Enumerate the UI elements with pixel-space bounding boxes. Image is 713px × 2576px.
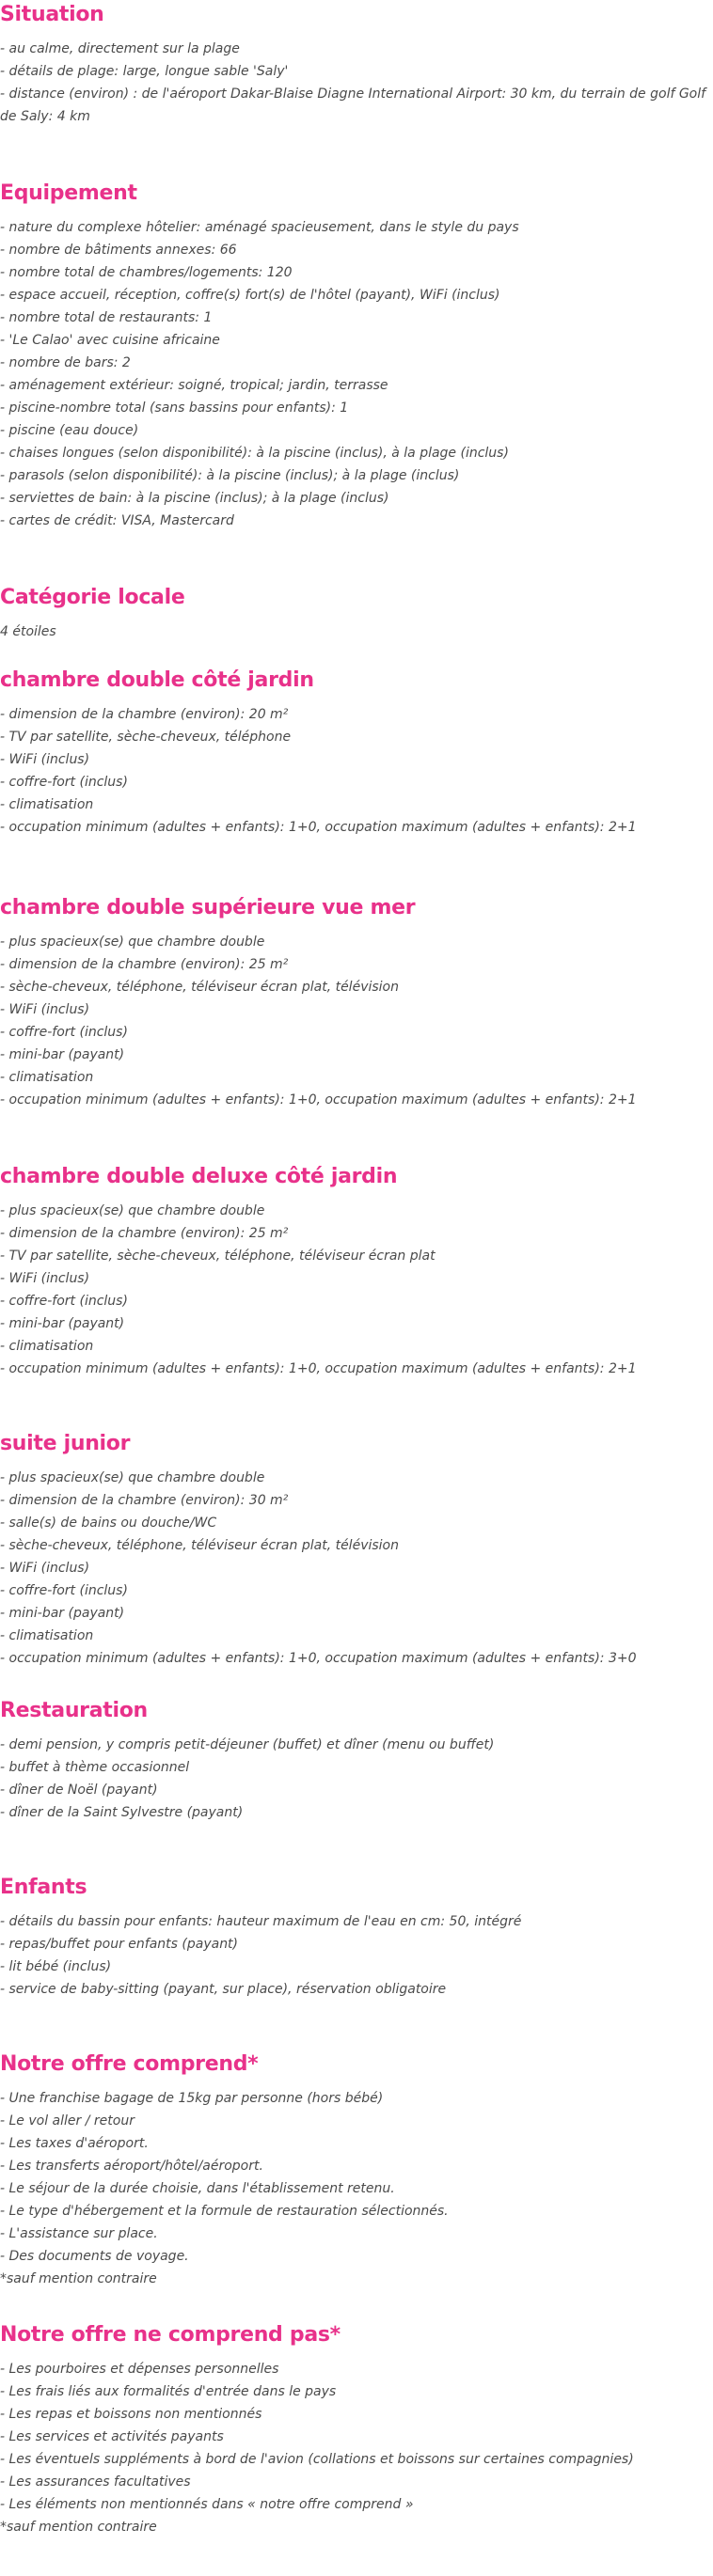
list-item: - Les transferts aéroport/hôtel/aéroport. bbox=[0, 2159, 263, 2174]
section-title: Restauration bbox=[0, 1699, 148, 1722]
list-item: - demi pension, y compris petit-déjeuner (buffet) et dîner (menu ou buffet) bbox=[0, 1737, 495, 1752]
section-title: chambre double supérieure vue mer bbox=[0, 896, 416, 919]
section-list bbox=[0, 38, 713, 128]
section-title: suite junior bbox=[0, 1432, 131, 1455]
list-item: - Une franchise bagage de 15kg par personne (hors bébé) bbox=[0, 2091, 384, 2106]
list-item: - L'assistance sur place. bbox=[0, 2226, 158, 2241]
list-item: - climatisation bbox=[0, 1070, 94, 1085]
list-item: - sèche-cheveux, téléphone, téléviseur écran plat, télévision bbox=[0, 1538, 399, 1553]
section-list bbox=[0, 1200, 713, 1380]
list-item: - dimension de la chambre (environ): 25 m² bbox=[0, 957, 289, 972]
list-item: - 'Le Calao' avec cuisine africaine bbox=[0, 333, 220, 348]
list-item: - détails de plage: large, longue sable 'Saly' bbox=[0, 64, 289, 79]
section-list bbox=[0, 1910, 713, 2001]
list-item: - Les éléments non mentionnés dans « notre offre comprend » bbox=[0, 2497, 414, 2512]
list-item: - nombre total de chambres/logements: 120 bbox=[0, 265, 293, 280]
list-item: - Les frais liés aux formalités d'entrée dans le pays bbox=[0, 2384, 337, 2399]
list-item: - dimension de la chambre (environ): 25 m² bbox=[0, 1226, 289, 1241]
list-item: - aménagement extérieur: soigné, tropical; jardin, terrasse bbox=[0, 378, 388, 393]
list-item: - climatisation bbox=[0, 1628, 94, 1643]
list-item: - coffre-fort (inclus) bbox=[0, 1294, 128, 1309]
list-item: - Les assurances facultatives bbox=[0, 2474, 191, 2490]
section-list bbox=[0, 1467, 713, 1670]
list-item: - serviettes de bain: à la piscine (inclus); à la plage (inclus) bbox=[0, 491, 389, 506]
list-item: - repas/buffet pour enfants (payant) bbox=[0, 1937, 239, 1952]
list-item: - coffre-fort (inclus) bbox=[0, 775, 128, 790]
section-2 bbox=[0, 583, 713, 643]
list-item: - Le séjour de la durée choisie, dans l'établissement retenu. bbox=[0, 2181, 395, 2196]
list-item: - WiFi (inclus) bbox=[0, 1002, 90, 1017]
section-8 bbox=[0, 1873, 713, 2001]
list-item: - coffre-fort (inclus) bbox=[0, 1583, 128, 1598]
list-item: - parasols (selon disponibilité): à la piscine (inclus); à la plage (inclus) bbox=[0, 468, 460, 483]
list-item: - coffre-fort (inclus) bbox=[0, 1025, 128, 1040]
section-title: Notre offre ne comprend pas* bbox=[0, 2323, 341, 2347]
list-item: - Le type d'hébergement et la formule de restauration sélectionnés. bbox=[0, 2204, 449, 2219]
section-6 bbox=[0, 1429, 713, 1670]
section-9 bbox=[0, 2050, 713, 2290]
section-4 bbox=[0, 893, 713, 1111]
list-item: - occupation minimum (adultes + enfants): 1+0, occupation maximum (adultes + enfants): 2+1 bbox=[0, 1092, 637, 1107]
list-item: - climatisation bbox=[0, 797, 94, 812]
list-item: - dîner de Noël (payant) bbox=[0, 1783, 158, 1798]
list-item: - chaises longues (selon disponibilité): à la piscine (inclus), à la plage (inclus) bbox=[0, 446, 509, 461]
list-item: - nombre de bars: 2 bbox=[0, 355, 131, 370]
list-item: - lit bébé (inclus) bbox=[0, 1959, 112, 1974]
section-title: Notre offre comprend* bbox=[0, 2052, 259, 2076]
section-list bbox=[0, 620, 713, 643]
list-item: - au calme, directement sur la plage bbox=[0, 41, 240, 56]
section-list bbox=[0, 2087, 713, 2290]
section-title: chambre double deluxe côté jardin bbox=[0, 1165, 398, 1188]
section-3 bbox=[0, 666, 713, 839]
list-item: - plus spacieux(se) que chambre double bbox=[0, 1203, 265, 1218]
list-item: - occupation minimum (adultes + enfants): 1+0, occupation maximum (adultes + enfants): 3+0 bbox=[0, 1651, 637, 1666]
list-item: - sèche-cheveux, téléphone, téléviseur écran plat, télévision bbox=[0, 980, 399, 995]
section-5 bbox=[0, 1162, 713, 1380]
section-title: Equipement bbox=[0, 181, 137, 205]
list-item: - occupation minimum (adultes + enfants): 1+0, occupation maximum (adultes + enfants): 2+1 bbox=[0, 820, 637, 835]
section-list bbox=[0, 703, 713, 839]
list-item: - Les repas et boissons non mentionnés bbox=[0, 2407, 262, 2422]
list-item: - Les taxes d'aéroport. bbox=[0, 2136, 149, 2151]
list-item: - service de baby-sitting (payant, sur place), réservation obligatoire bbox=[0, 1982, 447, 1997]
section-list bbox=[0, 931, 713, 1111]
list-item: - plus spacieux(se) que chambre double bbox=[0, 935, 265, 950]
list-item: - détails du bassin pour enfants: hauteur maximum de l'eau en cm: 50, intégré bbox=[0, 1914, 522, 1929]
list-item: - occupation minimum (adultes + enfants): 1+0, occupation maximum (adultes + enfants): 2+1 bbox=[0, 1361, 637, 1376]
list-item: - salle(s) de bains ou douche/WC bbox=[0, 1516, 217, 1531]
list-item: - dimension de la chambre (environ): 20 m² bbox=[0, 707, 289, 722]
list-item: - piscine-nombre total (sans bassins pour enfants): 1 bbox=[0, 401, 349, 416]
section-10 bbox=[0, 2320, 713, 2538]
list-item: - plus spacieux(se) que chambre double bbox=[0, 1470, 265, 1485]
list-item: - dimension de la chambre (environ): 30 m² bbox=[0, 1493, 289, 1508]
list-item: - mini-bar (payant) bbox=[0, 1606, 125, 1621]
list-item: - Le vol aller / retour bbox=[0, 2113, 135, 2128]
list-item: - WiFi (inclus) bbox=[0, 752, 90, 767]
list-item: - Les services et activités payants bbox=[0, 2429, 224, 2444]
list-item: - climatisation bbox=[0, 1339, 94, 1354]
section-1 bbox=[0, 179, 713, 532]
list-item: - buffet à thème occasionnel bbox=[0, 1760, 190, 1775]
list-item: *sauf mention contraire bbox=[0, 2271, 157, 2286]
list-item: - Des documents de voyage. bbox=[0, 2249, 189, 2264]
section-list bbox=[0, 1734, 713, 1824]
list-item: - dîner de la Saint Sylvestre (payant) bbox=[0, 1805, 244, 1820]
list-item: *sauf mention contraire bbox=[0, 2520, 157, 2535]
list-item: - Les éventuels suppléments à bord de l'avion (collations et boissons sur certaines compagnies) bbox=[0, 2452, 634, 2467]
section-title: Catégorie locale bbox=[0, 586, 185, 609]
section-title: Situation bbox=[0, 3, 104, 26]
section-0 bbox=[0, 0, 713, 128]
section-title: chambre double côté jardin bbox=[0, 668, 314, 692]
list-item: - espace accueil, réception, coffre(s) fort(s) de l'hôtel (payant), WiFi (inclus) bbox=[0, 288, 500, 303]
list-item: - Les pourboires et dépenses personnelles bbox=[0, 2362, 279, 2377]
list-item: - distance (environ) : de l'aéroport Dakar-Blaise Diagne International Airport: 30 km, du terrain de golf Golf de Saly: 4 km bbox=[0, 86, 706, 124]
list-item: - cartes de crédit: VISA, Mastercard bbox=[0, 513, 234, 528]
list-item: - piscine (eau douce) bbox=[0, 423, 139, 438]
section-list bbox=[0, 216, 713, 532]
section-title: Enfants bbox=[0, 1876, 87, 1899]
section-7 bbox=[0, 1696, 713, 1824]
list-item: - mini-bar (payant) bbox=[0, 1316, 125, 1331]
list-item: - nombre de bâtiments annexes: 66 bbox=[0, 243, 237, 258]
list-item: 4 étoiles bbox=[0, 624, 56, 639]
list-item: - nombre total de restaurants: 1 bbox=[0, 310, 213, 325]
list-item: - nature du complexe hôtelier: aménagé spacieusement, dans le style du pays bbox=[0, 220, 519, 235]
list-item: - WiFi (inclus) bbox=[0, 1271, 90, 1286]
list-item: - mini-bar (payant) bbox=[0, 1047, 125, 1062]
list-item: - WiFi (inclus) bbox=[0, 1561, 90, 1576]
section-list bbox=[0, 2358, 713, 2538]
list-item: - TV par satellite, sèche-cheveux, téléphone, téléviseur écran plat bbox=[0, 1249, 436, 1264]
list-item: - TV par satellite, sèche-cheveux, téléphone bbox=[0, 730, 292, 745]
